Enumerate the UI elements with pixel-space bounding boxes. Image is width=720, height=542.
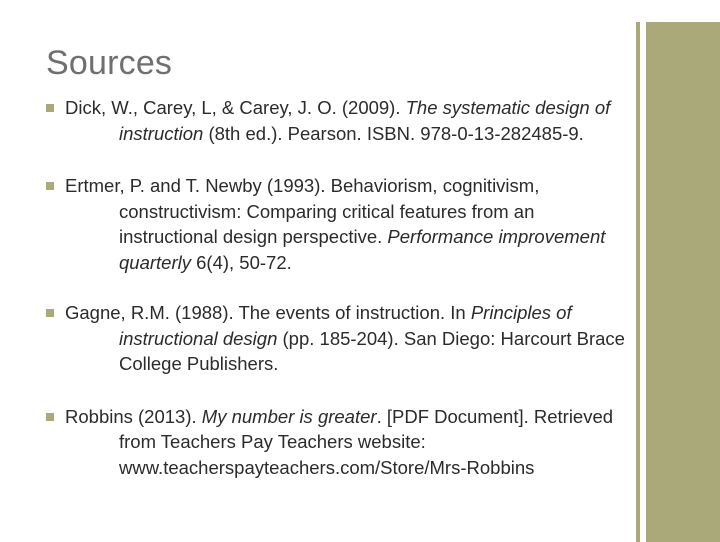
reference-text: Dick, W., Carey, L, & Carey, J. O. (2009). <box>65 97 406 118</box>
square-bullet-icon <box>46 182 54 190</box>
reference-item <box>46 173 630 275</box>
reference-title: My number is greater <box>201 405 377 427</box>
reference-item <box>46 404 630 481</box>
decorative-vertical-bar-wide <box>646 22 720 542</box>
page-title: Sources <box>46 44 173 82</box>
reference-text: Ertmer, P. and T. Newby (1993). Behaviorism, cognitivism, constructivism: Comparing critical features from an instructional design perspective. <box>65 175 540 247</box>
reference-list <box>46 95 630 507</box>
square-bullet-icon <box>46 309 54 317</box>
reference-text: (8th ed.). Pearson. ISBN. 978-0-13-282485-9. <box>203 122 584 144</box>
reference-title: Performance improvement quarterly <box>119 226 606 273</box>
reference-text: Gagne, R.M. (1988). The events of instruction. In <box>65 302 471 323</box>
reference-title: The systematic design of instruction <box>119 97 611 144</box>
reference-item <box>46 300 630 377</box>
square-bullet-icon <box>46 413 54 421</box>
reference-text: 6(4), 50-72. <box>190 251 292 273</box>
reference-item <box>46 95 630 146</box>
reference-text: (pp. 185-204). San Diego: Harcourt Brace College Publishers. <box>119 327 625 374</box>
reference-text: Robbins (2013). <box>65 405 202 427</box>
square-bullet-icon <box>46 104 54 112</box>
reference-text: . [PDF Document]. Retrieved from Teachers Pay Teachers website: www.teacherspayteachers.com/Store/Mrs-Robbins <box>119 405 614 478</box>
decorative-vertical-bar-thin <box>636 22 640 542</box>
reference-title: Principles of instructional design <box>119 302 572 349</box>
